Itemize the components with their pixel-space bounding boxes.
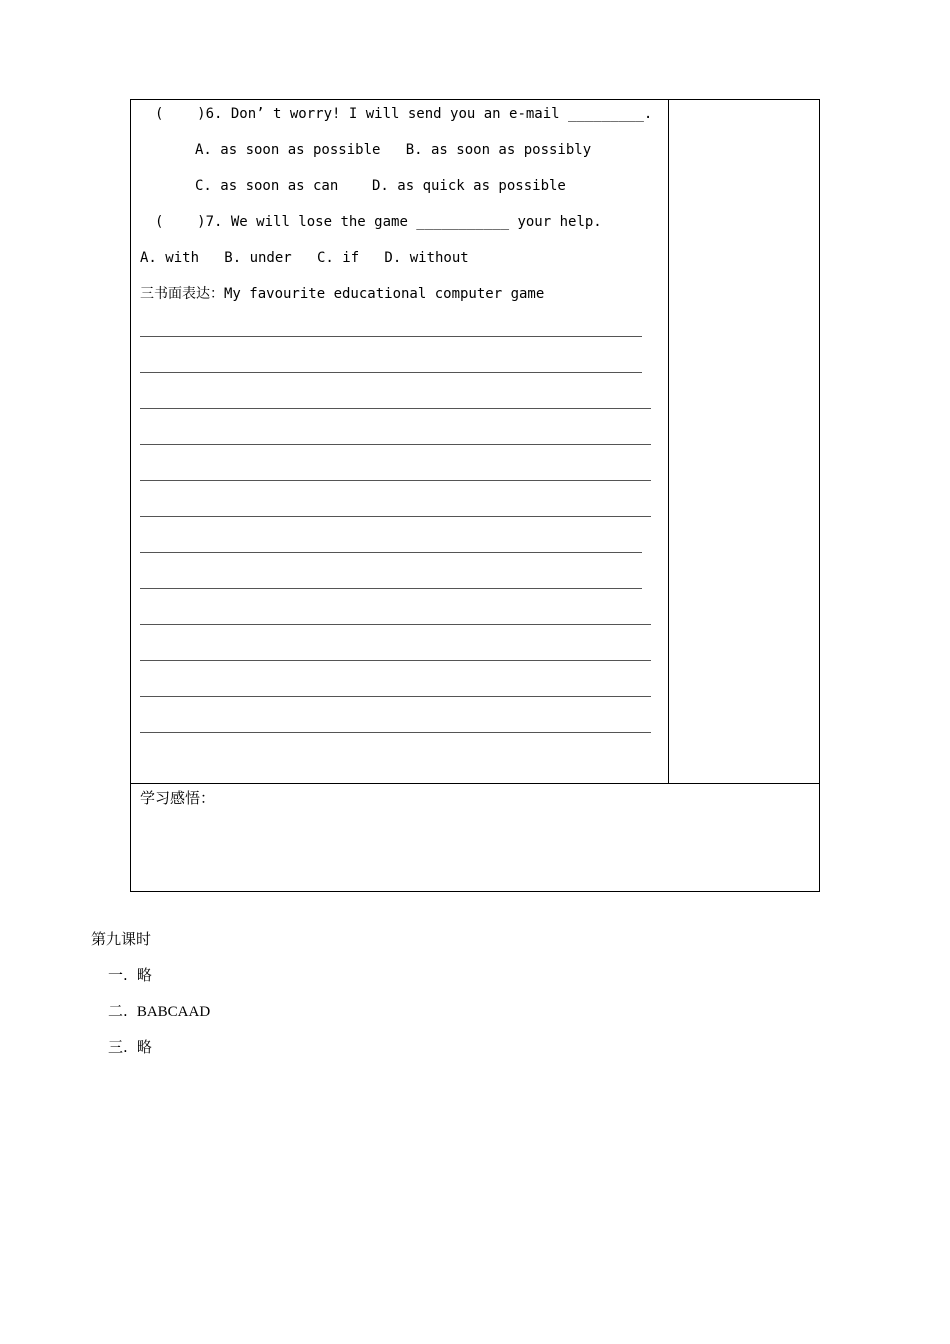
writing-line[interactable]	[140, 624, 651, 625]
answer-item-label: 一.	[108, 966, 128, 984]
writing-line[interactable]	[140, 732, 651, 733]
writing-line[interactable]	[140, 444, 651, 445]
writing-line[interactable]	[140, 372, 642, 373]
writing-line[interactable]	[140, 516, 651, 517]
writing-line[interactable]	[140, 696, 651, 697]
answer-key-title: 第九课时	[91, 930, 152, 948]
writing-line[interactable]	[140, 588, 642, 589]
question-number: 7.	[205, 214, 223, 230]
writing-topic: My favourite educational computer game	[224, 286, 545, 302]
worksheet-table	[130, 99, 820, 892]
answer-item-value: BABCAAD	[136, 1004, 211, 1020]
writing-heading	[140, 285, 544, 303]
writing-line[interactable]	[140, 480, 651, 481]
exercise-cell	[131, 100, 669, 783]
answer-item-label: 三.	[108, 1038, 128, 1056]
reflection-row	[130, 784, 820, 892]
writing-line[interactable]	[140, 552, 642, 553]
question-7-options: A. with B. under C. if D. without	[140, 250, 469, 266]
reflection-area[interactable]	[131, 812, 819, 891]
answer-item	[108, 966, 152, 984]
question-text: We will lose the game ___________ your help.	[230, 214, 602, 230]
answer-item	[108, 1002, 210, 1021]
writing-label: 三书面表达：	[140, 286, 224, 302]
answer-item-value: 略	[136, 966, 152, 984]
exercise-row	[130, 99, 820, 784]
notes-cell[interactable]	[669, 100, 819, 783]
answer-item	[108, 1038, 152, 1056]
answer-item-label: 二.	[108, 1002, 128, 1020]
question-7	[155, 213, 602, 231]
answer-bracket[interactable]: ( )	[155, 106, 206, 122]
question-number: 6.	[205, 106, 223, 122]
writing-line[interactable]	[140, 408, 651, 409]
question-6-options-a-b: A. as soon as possible B. as soon as possibly	[195, 142, 592, 158]
question-6	[155, 105, 652, 123]
answer-bracket[interactable]: ( )	[155, 214, 206, 230]
reflection-label: 学习感悟：	[140, 789, 216, 807]
question-text: Don’ t worry! I will send you an e-mail _________.	[230, 106, 653, 122]
question-6-options-c-d: C. as soon as can D. as quick as possible	[195, 178, 566, 194]
writing-line[interactable]	[140, 336, 642, 337]
writing-line[interactable]	[140, 660, 651, 661]
answer-item-value: 略	[136, 1038, 152, 1056]
